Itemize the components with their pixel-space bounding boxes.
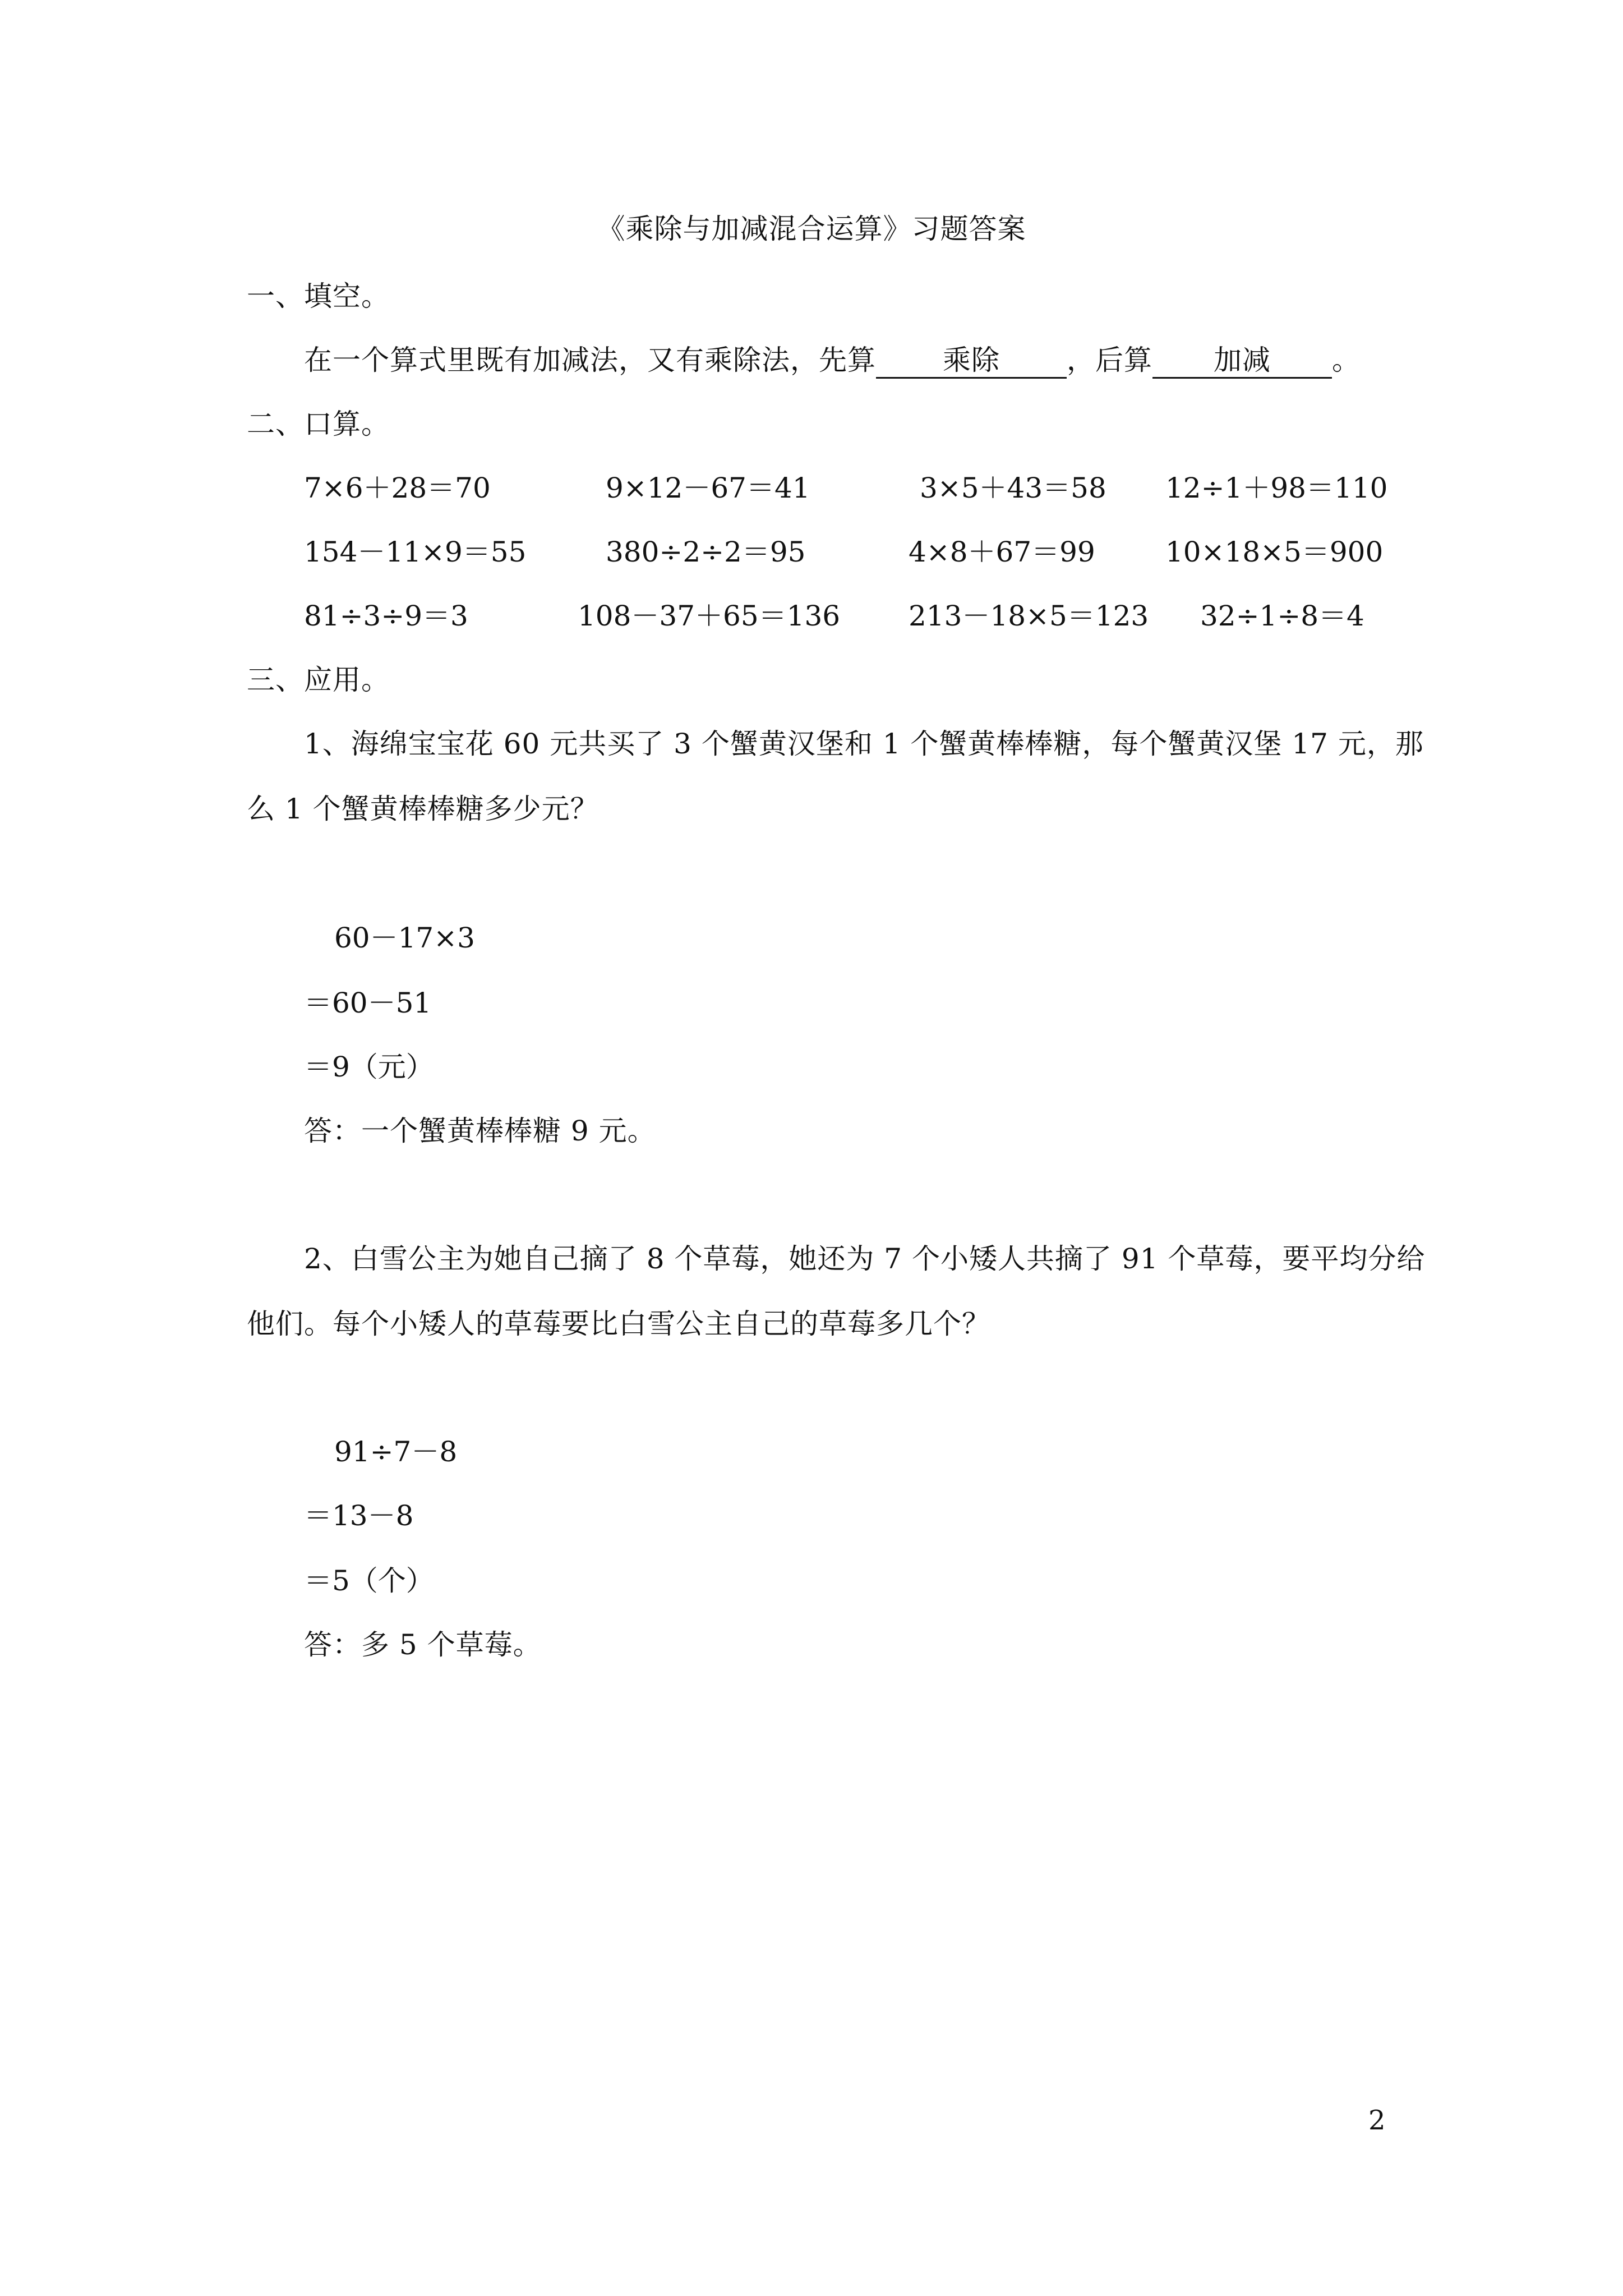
fill-blank-sentence xyxy=(304,342,1361,379)
question1-text-line2: 么 1 个蟹黄棒棒糖多少元？ xyxy=(247,793,599,825)
page-number: 2 xyxy=(1368,2105,1386,2136)
mental-math-item: 32÷1÷8＝4 xyxy=(1200,600,1364,632)
mental-math-item: 7×6＋28＝70 xyxy=(304,472,491,504)
section2-heading: 二、口算。 xyxy=(247,408,390,440)
question2-step: 91÷7－8 xyxy=(334,1435,458,1468)
question2-answer: 答：多 5 个草莓。 xyxy=(304,1628,542,1661)
fill-blank-text-before: 在一个算式里既有加减法，又有乘除法，先算 xyxy=(304,344,876,376)
question1-text-line1: 1、海绵宝宝花 60 元共买了 3 个蟹黄汉堡和 1 个蟹黄棒棒糖，每个蟹黄汉堡 17 元，那 xyxy=(304,728,1424,760)
mental-math-item: 154－11×9＝55 xyxy=(304,536,527,568)
mental-math-item: 12÷1＋98＝110 xyxy=(1165,472,1388,504)
fill-blank-text-middle: ，后算 xyxy=(1067,344,1152,376)
question2-text-line1: 2、白雪公主为她自己摘了 8 个草莓，她还为 7 个小矮人共摘了 91 个草莓，要平均分给 xyxy=(304,1243,1426,1275)
question1-answer: 答：一个蟹黄棒棒糖 9 元。 xyxy=(304,1115,656,1147)
document-title: 《乘除与加减混合运算》习题答案 xyxy=(597,213,1026,245)
question2-text-line2: 他们。每个小矮人的草莓要比白雪公主自己的草莓多几个？ xyxy=(247,1308,990,1340)
question1-step: ＝9（元） xyxy=(304,1051,434,1083)
section3-heading: 三、应用。 xyxy=(247,664,390,696)
question2-step: ＝5（个） xyxy=(304,1565,434,1597)
mental-math-item: 4×8＋67＝99 xyxy=(909,536,1095,568)
mental-math-item: 81÷3÷9＝3 xyxy=(304,600,468,632)
mental-math-item: 9×12－67＝41 xyxy=(606,472,810,504)
mental-math-item: 10×18×5＝900 xyxy=(1165,536,1384,568)
fill-blank-text-after: 。 xyxy=(1332,344,1361,376)
section1-heading: 一、填空。 xyxy=(247,280,390,312)
fill-blank-answer-2: 加减 xyxy=(1152,343,1332,379)
mental-math-item: 108－37＋65＝136 xyxy=(578,600,841,632)
question1-step: ＝60－51 xyxy=(304,987,432,1019)
mental-math-item: 380÷2÷2＝95 xyxy=(606,536,806,568)
question1-step: 60－17×3 xyxy=(334,922,475,954)
mental-math-item: 3×5＋43＝58 xyxy=(920,472,1106,504)
mental-math-item: 213－18×5＝123 xyxy=(909,600,1149,632)
fill-blank-answer-1: 乘除 xyxy=(876,343,1067,379)
question2-step: ＝13－8 xyxy=(304,1499,414,1532)
